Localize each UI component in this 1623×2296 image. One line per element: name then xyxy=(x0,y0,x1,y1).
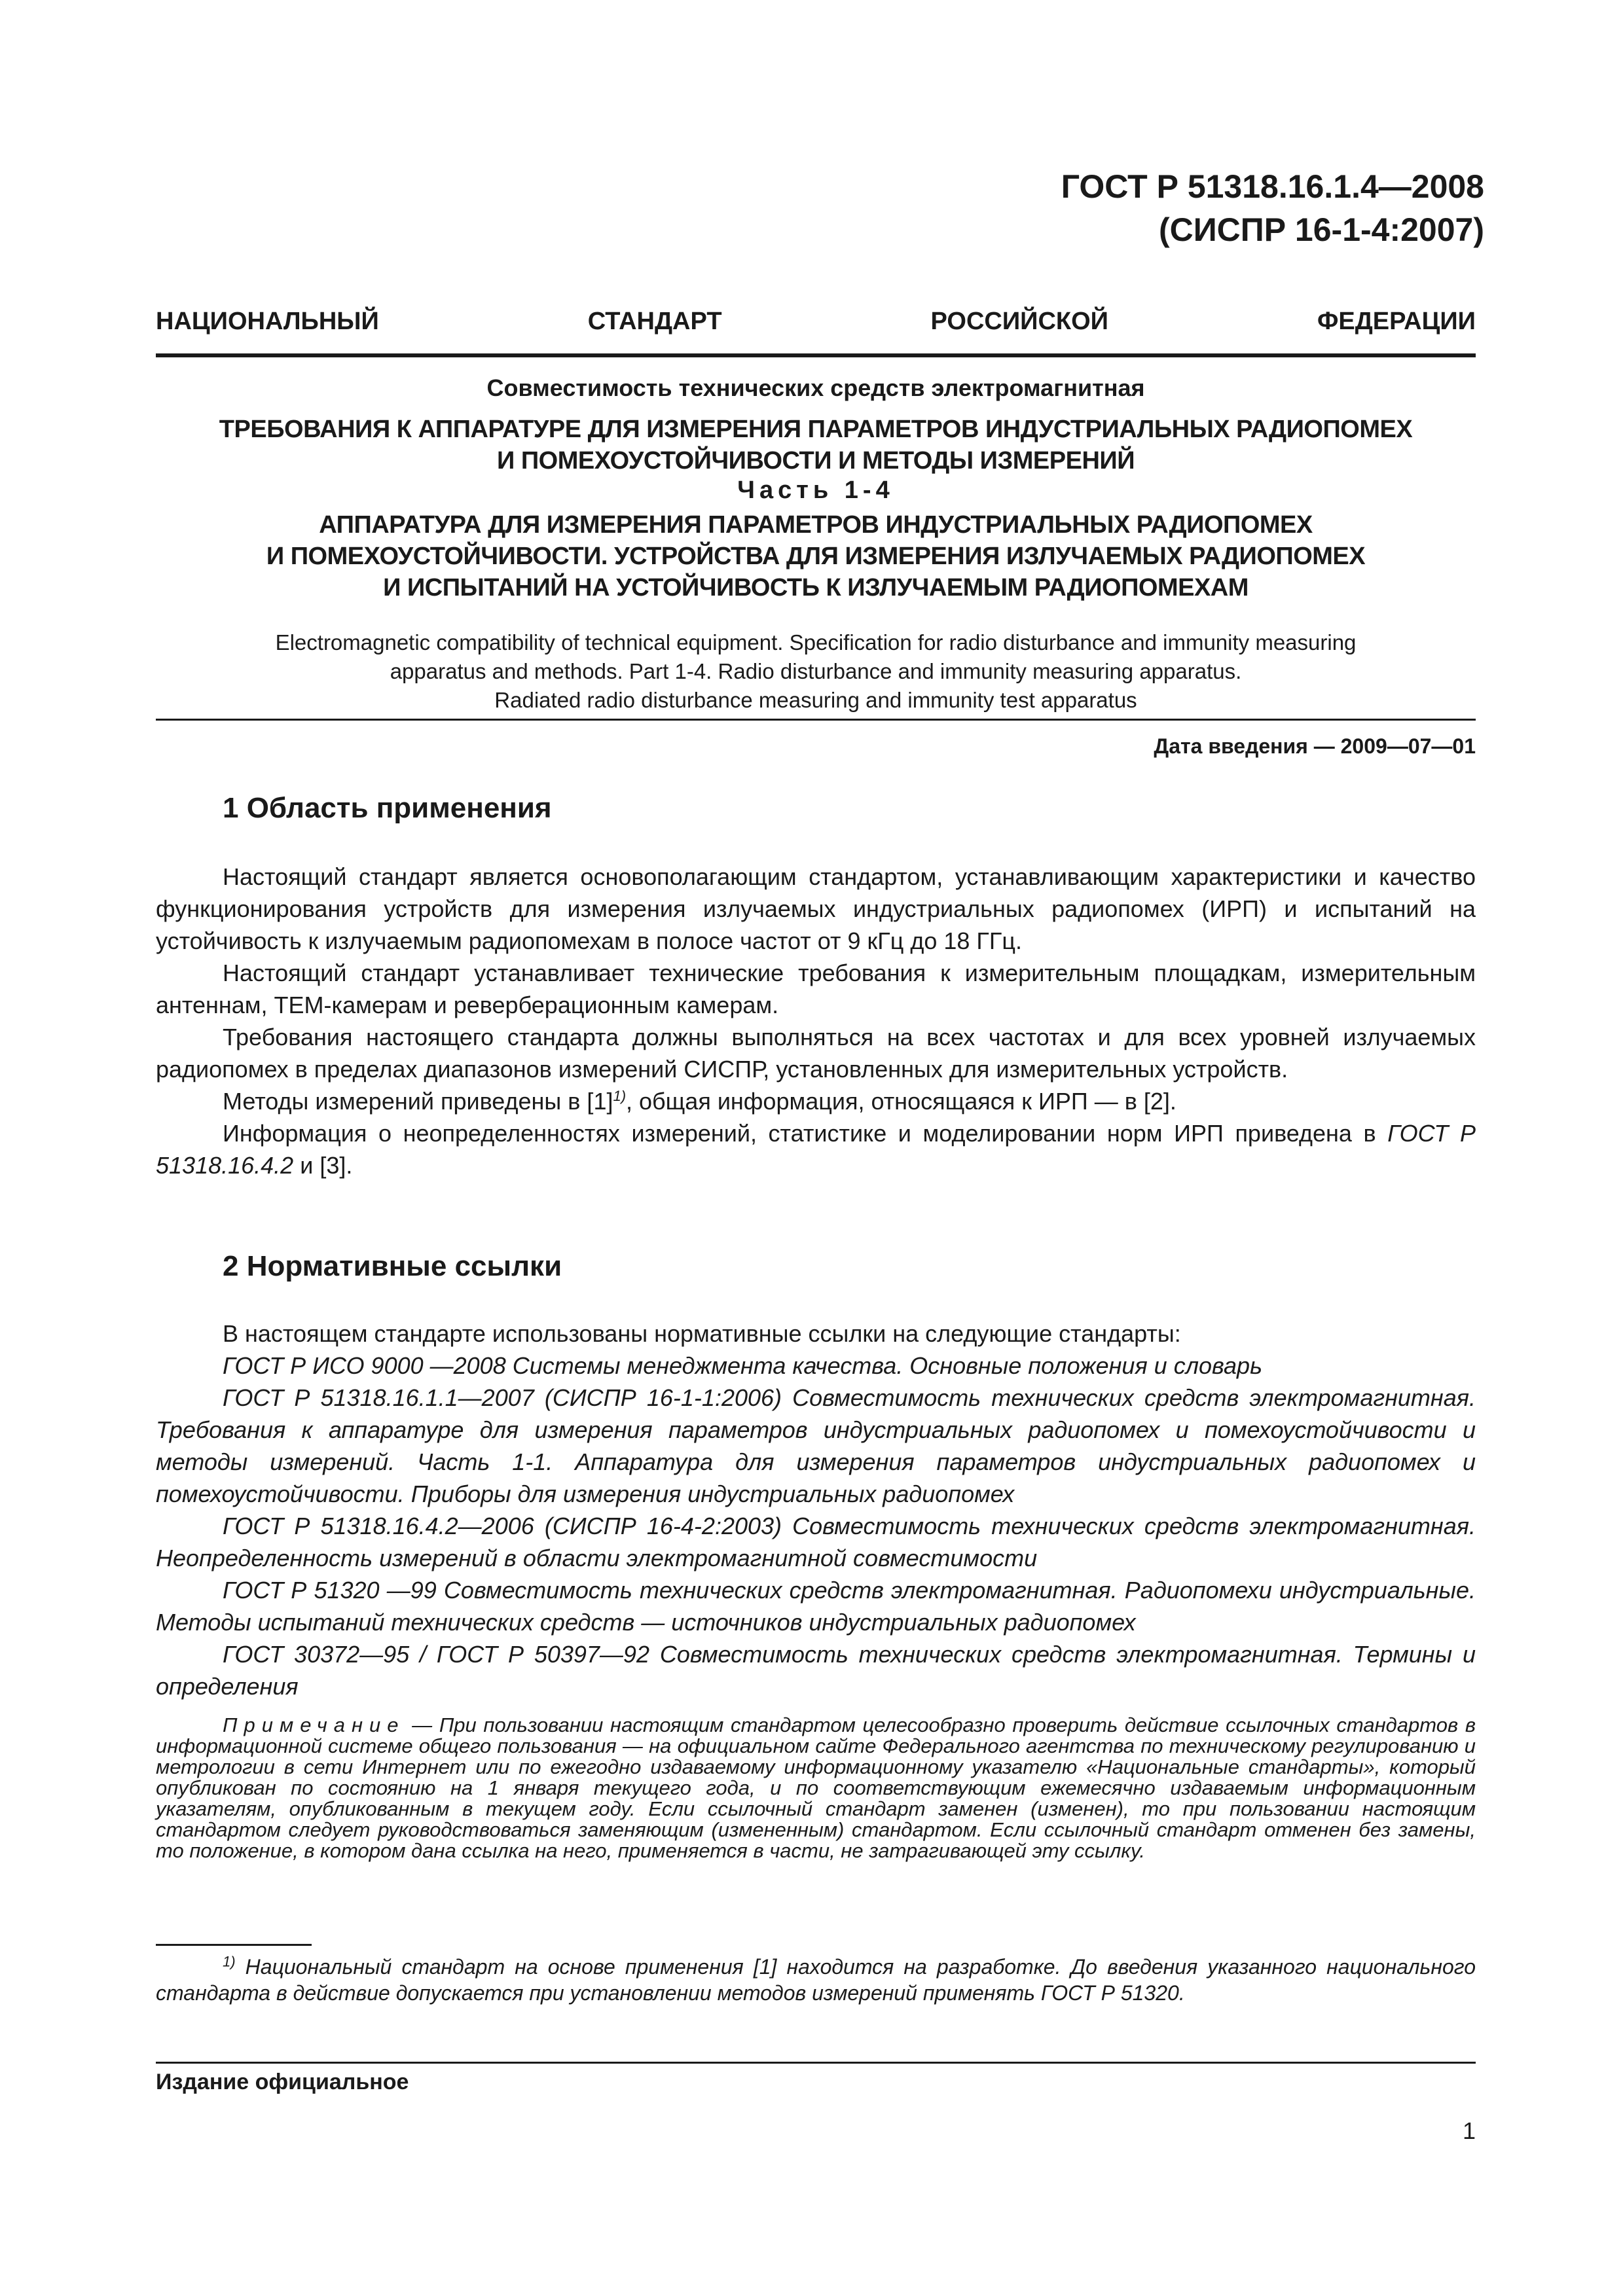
national-word-3: РОССИЙСКОЙ xyxy=(930,308,1108,335)
footnote xyxy=(156,1954,1476,2006)
reference-item: ГОСТ Р ИСО 9000 —2008 Системы менеджмента качества. Основные положения и словарь xyxy=(223,1352,1263,1379)
section-1-paragraph-2: Настоящий стандарт устанавливает технические требования к измерительным площадкам, измерительным антеннам, ТЕМ-камерам и реверберационным камерам. xyxy=(156,960,1476,1018)
section-2-intro: В настоящем стандарте использованы нормативные ссылки на следующие стандарты: xyxy=(223,1320,1181,1347)
section-2-body xyxy=(156,1318,1476,1702)
page-number: 1 xyxy=(1462,2117,1476,2144)
national-standard-title xyxy=(156,308,1476,336)
main-title-line-2: И ПОМЕХОУСТОЙЧИВОСТИ И МЕТОДЫ ИЗМЕРЕНИЙ xyxy=(496,447,1135,475)
international-equivalent: (СИСПР 16-1-4:2007) xyxy=(1158,211,1484,248)
footnote-text: Национальный стандарт на основе применения [1] находится на разработке. До введения указанного национального стандарта в действие допускается при установлении методов измерений применять ГОСТ Р 51320. xyxy=(156,1955,1476,2005)
introduction-date: Дата введения — 2009—07—01 xyxy=(1154,734,1476,758)
national-word-4: ФЕДЕРАЦИИ xyxy=(1317,308,1476,335)
p5-text-a: Информация о неопределенностях измерений, статистике и моделировании норм ИРП приведена в xyxy=(223,1120,1388,1147)
national-word-1: НАЦИОНАЛЬНЫЙ xyxy=(156,308,379,335)
p4-text-a: Методы измерений приведены в [1] xyxy=(223,1088,613,1115)
p5-text-b: и [3]. xyxy=(293,1152,353,1179)
english-title-divider xyxy=(156,719,1476,721)
english-title-line-1: Electromagnetic compatibility of technical equipment. Specification for radio disturbance and immunity measuring xyxy=(275,630,1357,655)
section-1-heading: 1 Область применения xyxy=(223,792,552,824)
general-title: Совместимость технических средств электромагнитная xyxy=(486,374,1145,401)
title-divider xyxy=(156,353,1476,357)
main-title-line-1: ТРЕБОВАНИЯ К АППАРАТУРЕ ДЛЯ ИЗМЕРЕНИЯ ПАРАМЕТРОВ ИНДУСТРИАЛЬНЫХ РАДИОПОМЕХ xyxy=(219,416,1413,443)
reference-item: ГОСТ Р 51320 —99 Совместимость технических средств электромагнитная. Радиопомехи индустриальные. Методы испытаний технических средств — источников индустриальных радиопомех xyxy=(156,1577,1476,1636)
section-1-paragraph-1: Настоящий стандарт является основополагающим стандартом, устанавливающим характеристики и качество функционирования устройств для измерения излучаемых индустриальных радиопомех (ИРП) и испытаний на устойчивость к излучаемым радиопомехам в полосе частот от 9 кГц до 18 ГГц. xyxy=(156,863,1476,954)
english-title-line-2: apparatus and methods. Part 1-4. Radio disturbance and immunity measuring apparatus. xyxy=(390,659,1242,683)
reference-item: ГОСТ Р 51318.16.4.2—2006 (СИСПР 16-4-2:2003) Совместимость технических средств электромагнитная. Неопределенность измерений в области электромагнитной совместимости xyxy=(156,1513,1476,1571)
section-1-paragraph-4 xyxy=(156,1085,1476,1117)
english-title xyxy=(156,628,1476,715)
p4-text-b: , общая информация, относящаяся к ИРП — в [2]. xyxy=(626,1088,1176,1115)
part-title-line-1: АППАРАТУРА ДЛЯ ИЗМЕРЕНИЯ ПАРАМЕТРОВ ИНДУСТРИАЛЬНЫХ РАДИОПОМЕХ xyxy=(319,511,1313,539)
footer-divider xyxy=(156,2062,1476,2064)
footnote-marker: 1) xyxy=(223,1953,236,1970)
reference-item: ГОСТ 30372—95 / ГОСТ Р 50397—92 Совместимость технических средств электромагнитная. Термины и определения xyxy=(156,1641,1476,1700)
p4-footnote-marker: 1) xyxy=(613,1088,627,1104)
national-word-2: СТАНДАРТ xyxy=(587,308,722,335)
part-title-line-3: И ИСПЫТАНИЙ НА УСТОЙЧИВОСТЬ К ИЗЛУЧАЕМЫМ РАДИОПОМЕХАМ xyxy=(383,574,1249,601)
designation-number: ГОСТ Р 51318.16.1.4—2008 xyxy=(1061,168,1484,205)
references-note xyxy=(156,1715,1476,1861)
part-number: Часть 1-4 xyxy=(737,476,894,504)
official-edition-label: Издание официальное xyxy=(156,2070,409,2094)
footnote-separator xyxy=(156,1944,312,1946)
standard-designation xyxy=(1061,165,1484,251)
reference-item: ГОСТ Р 51318.16.1.1—2007 (СИСПР 16-1-1:2006) Совместимость технических средств электромагнитная. Требования к аппаратуре для измерения параметров индустриальных радиопомех и помехоустойчивости и методы измерений. Часть 1-1. Аппаратура для измерения параметров индустриальных радиопомех и помехоустойчивости. Приборы для измерения индустриальных радиопомех xyxy=(156,1384,1476,1507)
main-title xyxy=(156,414,1476,476)
note-label: Примечание xyxy=(223,1713,405,1736)
part-title xyxy=(156,509,1476,603)
section-1-paragraph-5 xyxy=(156,1117,1476,1181)
part-title-line-2: И ПОМЕХОУСТОЙЧИВОСТИ. УСТРОЙСТВА ДЛЯ ИЗМЕРЕНИЯ ИЗЛУЧАЕМЫХ РАДИОПОМЕХ xyxy=(266,543,1366,570)
section-2-heading: 2 Нормативные ссылки xyxy=(223,1250,562,1282)
section-1-paragraph-3: Требования настоящего стандарта должны выполняться на всех частотах и для всех уровней излучаемых радиопомех в пределах диапазонов измерений СИСПР, установленных для измерительных устройств. xyxy=(156,1024,1476,1083)
note-text: — При пользовании настоящим стандартом целесообразно проверить действие ссылочных стандартов в информационной системе общего пользования — на официальном сайте Федерального агентства по техническому регулированию и метрологии в сети Интернет или по ежегодно издаваемому информационному указателю «Национальные стандарты», который опубликован по состоянию на 1 января текущего года, и по соответствующим ежемесячно издаваемым информационным указателям, опубликованным в текущем году. Если ссылочный стандарт заменен (изменен), то при пользовании настоящим стандартом следует руководствоваться заменяющим (измененным) стандартом. Если ссылочный стандарт отменен без замены, то положение, в котором дана ссылка на него, применяется в части, не затрагивающей эту ссылку. xyxy=(156,1713,1476,1862)
p5-reference: ГОСТ Р 51318.16.4.2 xyxy=(156,1120,1476,1179)
english-title-line-3: Radiated radio disturbance measuring and immunity test apparatus xyxy=(494,688,1137,712)
section-1-body xyxy=(156,861,1476,1181)
